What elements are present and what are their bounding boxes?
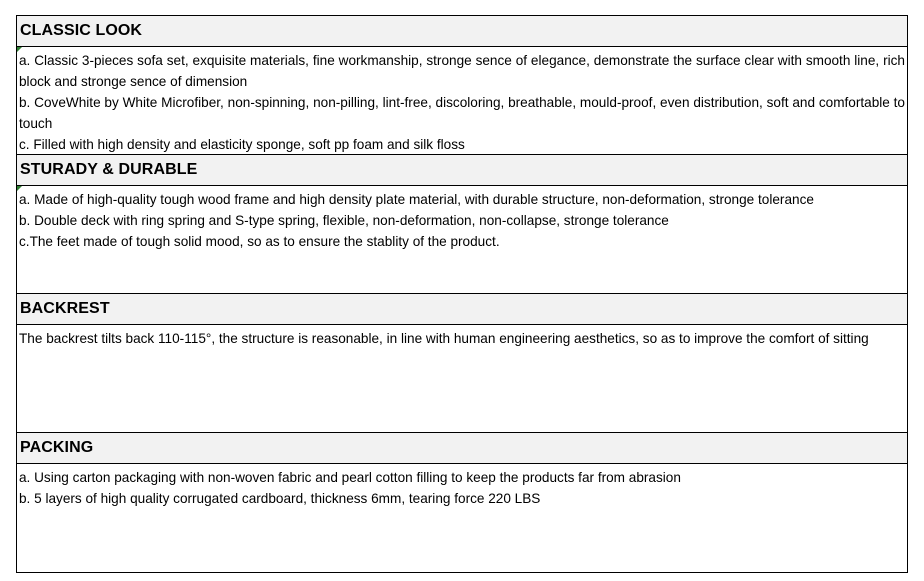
section-body-sturdy-durable xyxy=(17,186,907,294)
product-spec-table xyxy=(16,15,908,573)
spec-line: a. Classic 3-pieces sofa set, exquisite materials, fine workmanship, stronge sence of elegance, demonstrate the surface clear with smooth line, rich block and stronge sence of dimension xyxy=(19,53,905,89)
section-title: PACKING xyxy=(20,439,94,456)
section-title: CLASSIC LOOK xyxy=(20,22,143,39)
spec-line: c.The feet made of tough solid mood, so as to ensure the stablity of the product. xyxy=(19,234,500,249)
section-header-backrest xyxy=(17,294,907,325)
spec-line: The backrest tilts back 110-115°, the structure is reasonable, in line with human engineering aesthetics, so as to improve the comfort of sitting xyxy=(19,331,869,346)
section-body-classic-look xyxy=(17,47,907,155)
cell-comment-marker-icon xyxy=(17,47,22,52)
section-body-packing xyxy=(17,464,907,572)
section-title: STURADY & DURABLE xyxy=(20,161,198,178)
spec-line: b. Double deck with ring spring and S-type spring, flexible, non-deformation, non-collapse, stronge tolerance xyxy=(19,213,669,228)
section-header-sturdy-durable xyxy=(17,155,907,186)
spec-line: b. CoveWhite by White Microfiber, non-spinning, non-pilling, lint-free, discoloring, breathable, mould-proof, even distribution, soft and comfortable to touch xyxy=(19,95,905,131)
spec-line: a. Using carton packaging with non-woven fabric and pearl cotton filling to keep the products far from abrasion xyxy=(19,470,681,485)
section-title: BACKREST xyxy=(20,300,110,317)
cell-comment-marker-icon xyxy=(17,186,22,191)
spec-line: a. Made of high-quality tough wood frame and high density plate material, with durable structure, non-deformation, stronge tolerance xyxy=(19,192,814,207)
section-body-backrest xyxy=(17,325,907,433)
section-header-classic-look xyxy=(17,16,907,47)
spec-line: b. 5 layers of high quality corrugated cardboard, thickness 6mm, tearing force 220 LBS xyxy=(19,491,541,506)
spec-line: c. Filled with high density and elasticity sponge, soft pp foam and silk floss xyxy=(19,137,465,152)
section-header-packing xyxy=(17,433,907,464)
